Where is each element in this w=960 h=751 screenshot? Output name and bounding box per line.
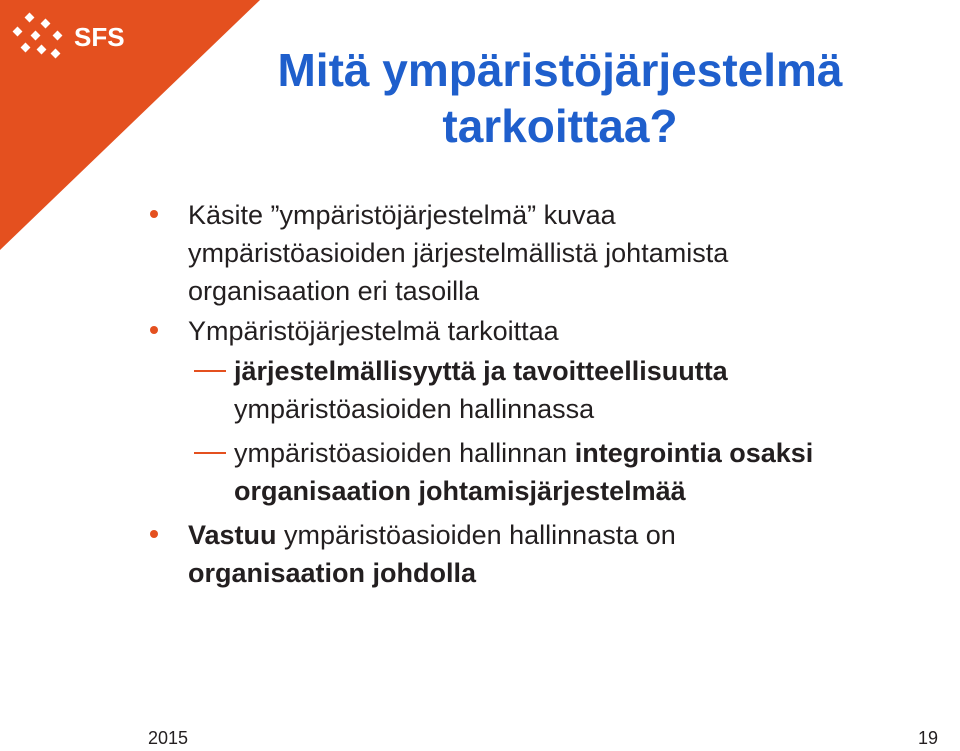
- bullet-dot-icon: [150, 530, 158, 538]
- footer-year: 2015: [148, 728, 189, 748]
- footer-page-number: 19: [917, 728, 938, 748]
- bullet-meaning-text: Ympäristöjärjestelmä tarkoittaa: [188, 316, 559, 346]
- bullet-concept: [150, 196, 940, 310]
- bullet-responsibility-normal: ympäristöasioiden hallinnasta on: [276, 520, 676, 550]
- dash-icon: [194, 370, 226, 372]
- sub-bullet-systematic-bold: järjestelmällisyyttä ja tavoitteellisuutta: [234, 356, 728, 386]
- bullet-responsibility-bold-2: organisaation johdolla: [188, 558, 477, 588]
- slide-content: [150, 196, 940, 594]
- bullet-dot-icon: [150, 210, 158, 218]
- bullet-concept-line-3: organisaation eri tasoilla: [188, 276, 480, 306]
- title-line-2: tarkoittaa?: [442, 100, 678, 152]
- sub-bullet-integration-bold-2: organisaation johtamisjärjestelmää: [234, 476, 686, 506]
- sub-bullet-systematic: [150, 352, 940, 428]
- bullet-responsibility: [150, 516, 940, 592]
- bullet-responsibility-bold-1: Vastuu: [188, 520, 277, 550]
- sub-bullet-integration: [150, 434, 940, 510]
- sub-bullet-systematic-rest: ympäristöasioiden hallinnassa: [234, 394, 595, 424]
- sub-bullet-integration-bold-1: integrointia osaksi: [574, 438, 814, 468]
- sfs-logo-text: SFS: [74, 22, 125, 52]
- slide-title: [200, 42, 920, 154]
- bullet-concept-line-1: Käsite ”ympäristöjärjestelmä” kuvaa: [188, 200, 616, 230]
- bullet-concept-line-2: ympäristöasioiden järjestelmällistä johtamista: [188, 238, 729, 268]
- dash-icon: [194, 452, 226, 454]
- sub-bullet-integration-normal: ympäristöasioiden hallinnan: [234, 438, 575, 468]
- bullet-meaning: [150, 312, 940, 350]
- title-line-1: Mitä ympäristöjärjestelmä: [277, 44, 843, 96]
- bullet-dot-icon: [150, 326, 158, 334]
